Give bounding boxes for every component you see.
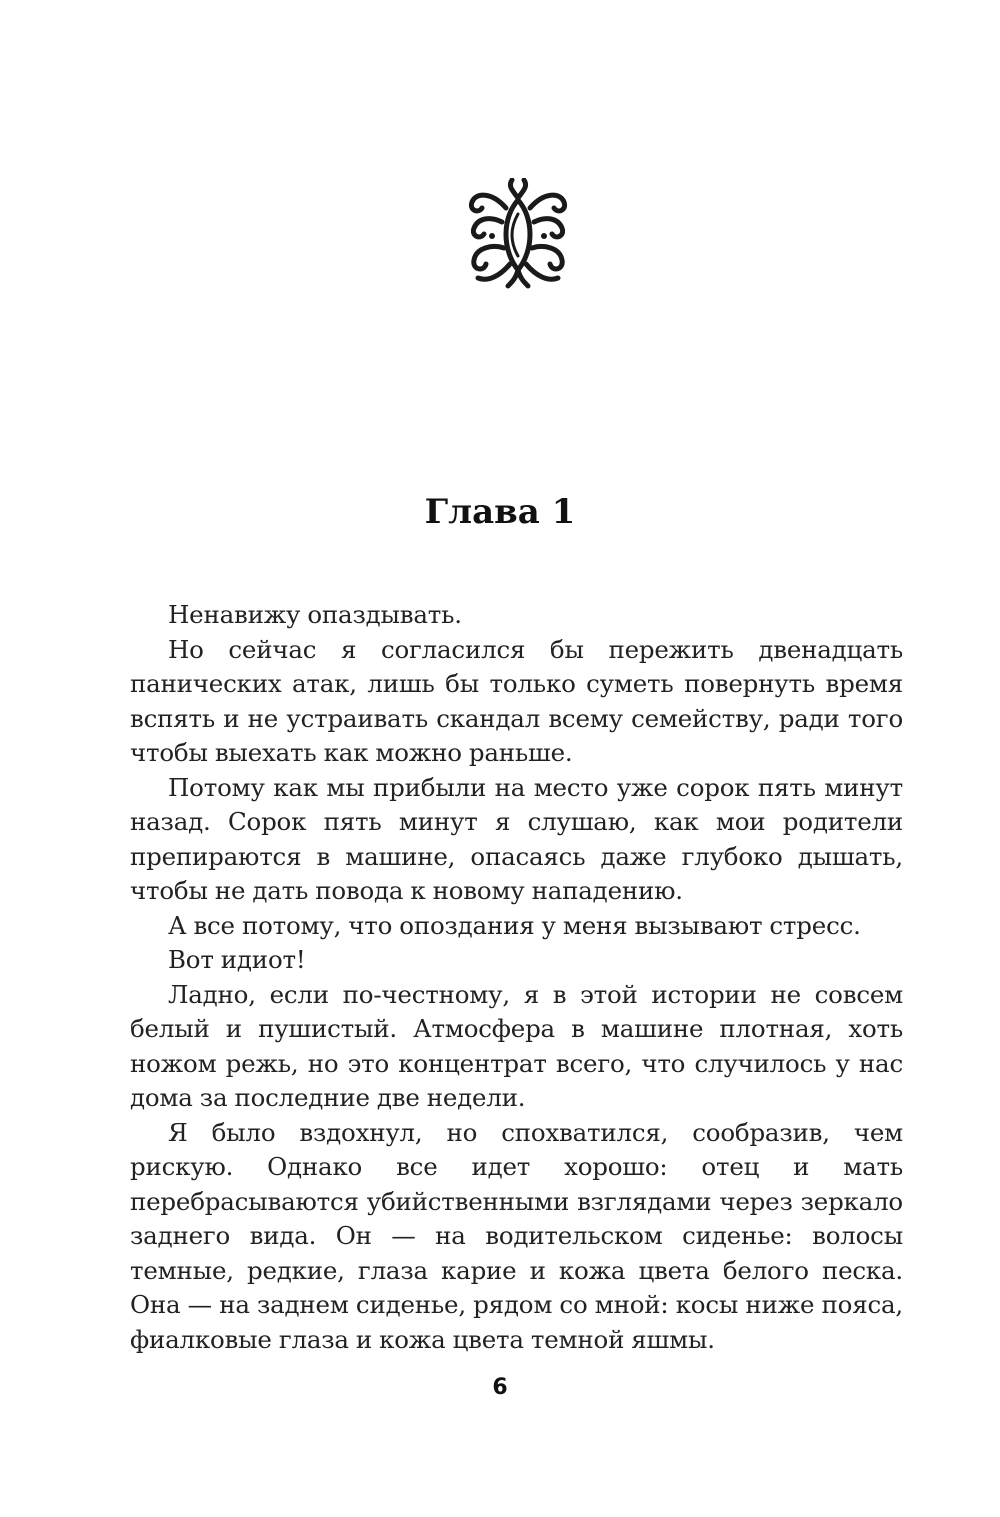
paragraph: Ненавижу опаздывать. xyxy=(168,600,462,629)
floral-ornament-icon xyxy=(462,178,574,290)
paragraph: А все потому, что опоздания у меня вызывают стресс. xyxy=(168,910,861,940)
paragraph: Ладно, если по-честному, я в этой истории не совсем белый и пушистый. Атмосфера в машине плотная, хоть ножом режь, но это концентрат всего, что случилось у нас дома за последние две недели. xyxy=(130,979,903,1112)
paragraph: Я было вздохнул, но спохватился, сообразив, чем рискую. Однако все идет хорошо: отец и мать перебрасываются убийственными взглядами через зеркало заднего вида. Он — на водительском сиденье: волосы темные, редкие, глаза карие и кожа цвета белого песка. Она — на заднем сиденье, рядом со мной: косы ниже пояса, фиалковые глаза и кожа цвета темной яшмы. xyxy=(130,1117,903,1354)
paragraph: Но сейчас я согласился бы пережить двенадцать панических атак, лишь бы только суметь повернуть время вспять и не устраивать скандал всему семейству, ради того чтобы выехать как можно раньше. xyxy=(130,634,903,767)
body-text xyxy=(130,598,903,1357)
chapter-title: Глава 1 xyxy=(424,492,576,532)
paragraph: Потому как мы прибыли на место уже сорок пять минут назад. Сорок пять минут я слушаю, как мои родители препираются в машине, опасаясь даже глубоко дышать, чтобы не дать повода к новому нападению. xyxy=(130,772,903,905)
paragraph: Вот идиот! xyxy=(168,945,306,974)
page-number: 6 xyxy=(492,1375,508,1400)
